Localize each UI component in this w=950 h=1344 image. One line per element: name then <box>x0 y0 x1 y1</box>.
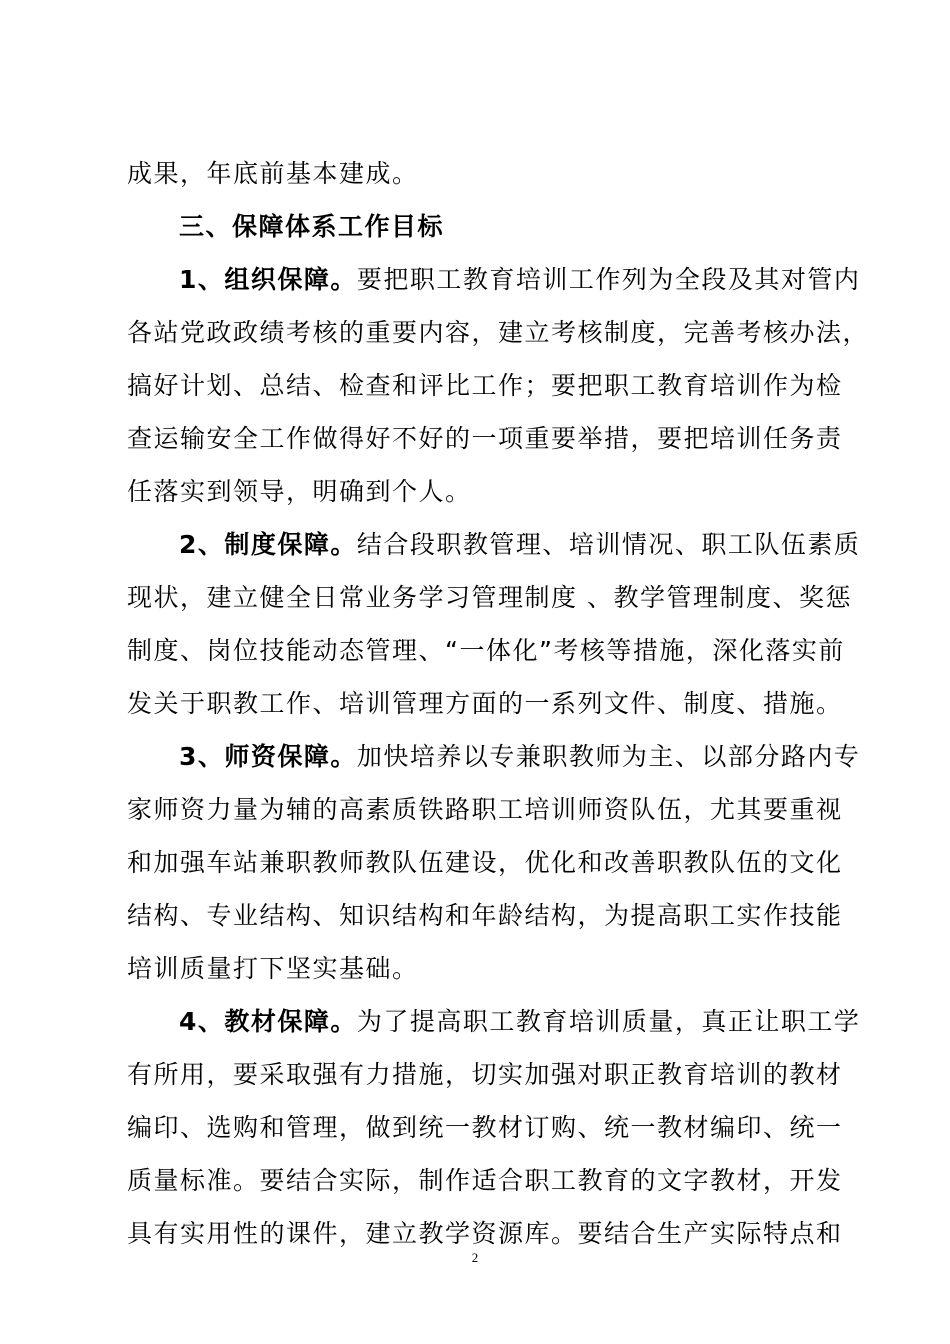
paragraph-line <box>127 253 861 306</box>
paragraph-line: 查运输安全工作做得好不好的一项重要举措，要把培训任务责 <box>127 424 843 453</box>
paragraph-line: 结构、专业结构、知识结构和年龄结构，为提高职工实作技能 <box>127 901 843 930</box>
paragraph-text: 结合段职教管理、培训情况、职工队伍素质 <box>356 530 861 559</box>
paragraph-line: 成果，年底前基本建成。 <box>127 159 419 188</box>
paragraph-line: 制度、岗位技能动态管理、“一体化”考核等措施，深化落实前 <box>127 636 845 665</box>
paragraph-text: 加快培养以专兼职教师为主、以部分路内专 <box>356 742 861 771</box>
paragraph-line <box>127 518 861 571</box>
subsection-lead: 3、师资保障。 <box>179 742 357 771</box>
section-heading: 三、保障体系工作目标 <box>179 212 445 241</box>
paragraph-line: 培训质量打下坚实基础。 <box>127 954 419 983</box>
subsection-lead: 1、组织保障。 <box>179 265 357 294</box>
paragraph-line: 家师资力量为辅的高素质铁路职工培训师资队伍，尤其要重视 <box>127 795 843 824</box>
paragraph-line: 发关于职教工作、培训管理方面的一系列文件、制度、措施。 <box>127 689 843 718</box>
page-number: 2 <box>471 1250 479 1265</box>
paragraph-line: 有所用，要采取强有力措施，切实加强对职正教育培训的教材 <box>127 1060 843 1089</box>
paragraph-line: 和加强车站兼职教师教队伍建设，优化和改善职教队伍的文化 <box>127 848 843 877</box>
paragraph-text: 为了提高职工教育培训质量，真正让职工学 <box>356 1007 861 1036</box>
paragraph-line: 各站党政政绩考核的重要内容，建立考核制度，完善考核办法， <box>127 318 870 347</box>
subsection-lead: 2、制度保障。 <box>179 530 357 559</box>
paragraph-line: 具有实用性的课件，建立教学资源库。要结合生产实际特点和 <box>127 1219 843 1248</box>
document-body <box>127 147 870 1260</box>
paragraph-line: 编印、选购和管理，做到统一教材订购、统一教材编印、统一 <box>127 1113 843 1142</box>
paragraph-line: 质量标准。要结合实际，制作适合职工教育的文字教材，开发 <box>127 1166 843 1195</box>
subsection-lead: 4、教材保障。 <box>179 1007 357 1036</box>
paragraph-line: 任落实到领导，明确到个人。 <box>127 477 472 506</box>
paragraph-line <box>127 995 861 1048</box>
paragraph-text: 要把职工教育培训工作列为全段及其对管内 <box>356 265 861 294</box>
paragraph-line: 搞好计划、总结、检查和评比工作；要把职工教育培训作为检 <box>127 371 843 400</box>
paragraph-line: 现状，建立健全日常业务学习管理制度 、教学管理制度、奖惩 <box>127 583 852 612</box>
paragraph-line <box>127 730 861 783</box>
